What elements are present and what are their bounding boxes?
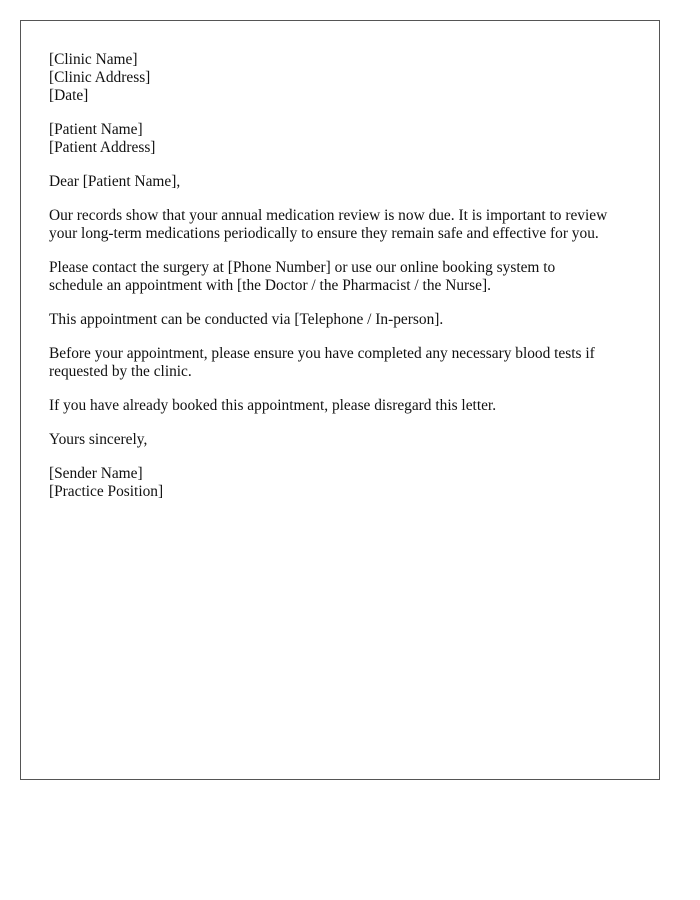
sender-name: [Sender Name] [49, 465, 143, 482]
practice-position: [Practice Position] [49, 483, 164, 500]
paragraph-blood-tests [49, 345, 631, 381]
greeting-text: Dear [Patient Name], [49, 173, 181, 190]
paragraph-line: This appointment can be conducted via [Telephone / In-person]. [49, 311, 444, 328]
sender-address-block [49, 51, 631, 105]
letter-date: [Date] [49, 87, 89, 104]
letter-page [20, 20, 660, 780]
paragraph-disregard [49, 397, 631, 415]
greeting [49, 173, 631, 191]
closing [49, 431, 631, 449]
recipient-address-block [49, 121, 631, 157]
paragraph-review-due [49, 207, 631, 243]
paragraph-line: Before your appointment, please ensure you have completed any necessary blood tests if [49, 345, 595, 362]
paragraph-line: requested by the clinic. [49, 363, 192, 380]
paragraph-line: Our records show that your annual medication review is now due. It is important to review [49, 207, 608, 224]
signature-block [49, 465, 631, 501]
closing-text: Yours sincerely, [49, 431, 148, 448]
patient-address: [Patient Address] [49, 139, 156, 156]
clinic-name: [Clinic Name] [49, 51, 138, 68]
paragraph-line: schedule an appointment with [the Doctor / the Pharmacist / the Nurse]. [49, 277, 491, 294]
paragraph-line: If you have already booked this appointment, please disregard this letter. [49, 397, 497, 414]
paragraph-contact-surgery [49, 259, 631, 295]
paragraph-line: Please contact the surgery at [Phone Number] or use our online booking system to [49, 259, 556, 276]
paragraph-appointment-mode [49, 311, 631, 329]
paragraph-line: your long-term medications periodically to ensure they remain safe and effective for you. [49, 225, 599, 242]
clinic-address: [Clinic Address] [49, 69, 151, 86]
patient-name: [Patient Name] [49, 121, 143, 138]
